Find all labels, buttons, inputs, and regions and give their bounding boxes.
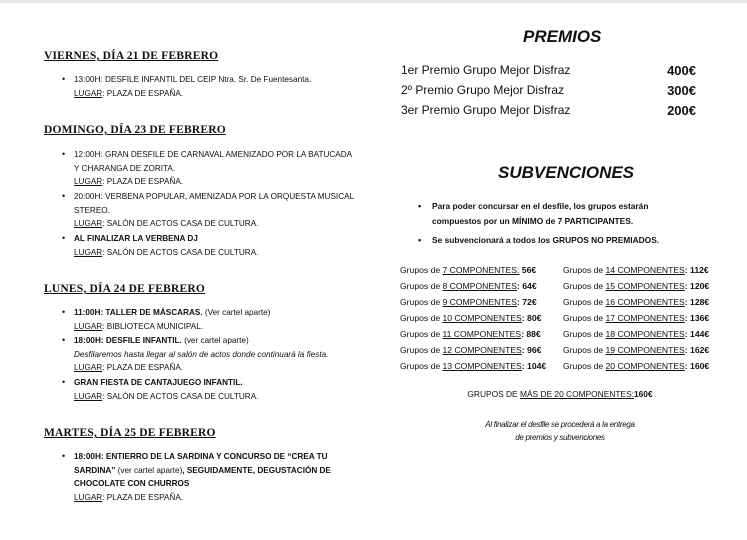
subvenciones-title: SUBVENCIONES [498, 163, 635, 182]
day-heading-domingo: DOMINGO, DÍA 23 DE FEBRERO [44, 124, 226, 136]
large-groups-note: GRUPOS DE MÁS DE 20 COMPONENTES:160€ [467, 389, 653, 399]
bullet-icon: • [62, 451, 66, 461]
grant-row: Grupos de 10 COMPONENTES: 80€ [400, 313, 542, 323]
grant-row: Grupos de 17 COMPONENTES: 136€ [563, 313, 710, 323]
closing-note: Al finalizar el desfile se procederá a la entrega de premios y subvenciones [485, 420, 635, 442]
event-text: 18:00H: ENTIERRO DE LA SARDINA Y CONCURSO DE “CREA TU [74, 452, 328, 461]
bullet-icon: • [418, 235, 422, 245]
grant-row: Grupos de 14 COMPONENTES: 112€ [563, 265, 709, 275]
prize-row [401, 103, 696, 123]
bullet-icon: • [62, 74, 66, 84]
event-item [62, 73, 374, 100]
event-text: 20:00H: VERBENA POPULAR, AMENIZADA POR LA ORQUESTA MUSICAL [74, 192, 355, 201]
event-note: Desfilaremos hasta llegar al salón de actos donde continuará la fiesta. [74, 349, 329, 359]
event-text: AL FINALIZAR LA VERBENA DJ [74, 234, 198, 243]
event-text: STEREO. [74, 205, 110, 215]
rule-text: Se subvencionará a todos los GRUPOS NO PREMIADOS. [432, 235, 660, 245]
bullet-icon: • [62, 233, 66, 243]
event-location: LUGAR: SALÓN DE ACTOS CASA DE CULTURA. [74, 391, 259, 401]
rule-text: compuestos por un MÍNIMO de 7 PARTICIPANTES. [432, 216, 634, 226]
event-location: LUGAR: PLAZA DE ESPAÑA. [74, 492, 184, 502]
rule-item [418, 199, 692, 229]
prize-label: 2º Premio Grupo Mejor Disfraz [401, 83, 565, 97]
event-text: Y CHARANGA DE ZORITA. [74, 163, 176, 173]
event-item [62, 334, 374, 375]
grant-row: Grupos de 19 COMPONENTES: 162€ [563, 345, 710, 355]
bullet-icon: • [418, 201, 422, 211]
grant-row: Grupos de 7 COMPONENTES: 56€ [400, 265, 537, 275]
grant-row: Grupos de 16 COMPONENTES: 128€ [563, 297, 710, 307]
prize-amount: 200€ [667, 103, 696, 118]
event-text: 13:00H: DESFILE INFANTIL DEL CEIP Ntra. Sr. De Fuentesanta. [74, 75, 312, 84]
event-item [62, 148, 374, 189]
prize-amount: 400€ [667, 63, 696, 78]
grant-row: Grupos de 8 COMPONENTES: 64€ [400, 281, 537, 291]
event-text: 11:00H: TALLER DE MÁSCARAS. (Ver cartel aparte) [74, 308, 271, 317]
event-text: 12:00H: GRAN DESFILE DE CARNAVAL AMENIZADO POR LA BATUCADA [74, 150, 353, 159]
event-location: LUGAR: PLAZA DE ESPAÑA. [74, 88, 184, 98]
bullet-icon: • [62, 191, 66, 201]
bullet-icon: • [62, 149, 66, 159]
event-location: LUGAR: PLAZA DE ESPAÑA. [74, 177, 184, 186]
day-heading-lunes: LUNES, DÍA 24 DE FEBRERO [44, 283, 206, 295]
event-text: SARDINA” (ver cartel aparte), SEGUIDAMENTE, DEGUSTACIÓN DE [74, 465, 331, 475]
bullet-icon: • [62, 307, 66, 317]
prize-label: 3er Premio Grupo Mejor Disfraz [401, 103, 571, 117]
event-location: LUGAR: PLAZA DE ESPAÑA. [74, 363, 184, 372]
grant-row: Grupos de 13 COMPONENTES: 104€ [400, 361, 547, 371]
event-item [62, 450, 374, 504]
grant-row: Grupos de 12 COMPONENTES: 96€ [400, 345, 542, 355]
premios-title: PREMIOS [523, 27, 602, 46]
day-heading-martes: MARTES, DÍA 25 DE FEBRERO [44, 427, 216, 439]
event-item [62, 232, 374, 259]
grant-row: Grupos de 20 COMPONENTES: 160€ [563, 361, 710, 371]
grant-row: Grupos de 9 COMPONENTES: 72€ [400, 297, 537, 307]
event-location: LUGAR: SALÓN DE ACTOS CASA DE CULTURA. [74, 219, 259, 228]
rule-item [418, 233, 692, 248]
prize-row [401, 63, 696, 83]
prize-row [401, 83, 696, 103]
event-item [62, 190, 374, 231]
event-item [62, 376, 374, 403]
event-location: LUGAR: SALÓN DE ACTOS CASA DE CULTURA. [74, 247, 259, 257]
prize-label: 1er Premio Grupo Mejor Disfraz [401, 63, 571, 77]
event-text: CHOCOLATE CON CHURROS [74, 479, 190, 488]
event-location: LUGAR: BIBLIOTECA MUNICIPAL. [74, 321, 204, 331]
grant-row: Grupos de 18 COMPONENTES: 144€ [563, 329, 710, 339]
event-item [62, 306, 374, 333]
event-text: 18:00H: DESFILE INFANTIL. (ver cartel aparte) [74, 336, 249, 345]
day-heading-viernes: VIERNES, DÍA 21 DE FEBRERO [44, 50, 219, 62]
top-border [0, 0, 747, 3]
bullet-icon: • [62, 335, 66, 345]
prize-amount: 300€ [667, 83, 696, 98]
grant-row: Grupos de 15 COMPONENTES: 120€ [563, 281, 710, 291]
event-text: GRAN FIESTA DE CANTAJUEGO INFANTIL. [74, 378, 243, 387]
rule-text: Para poder concursar en el desfile, los grupos estarán [432, 201, 649, 211]
grant-row: Grupos de 11 COMPONENTES: 88€ [400, 329, 541, 339]
bullet-icon: • [62, 377, 66, 387]
